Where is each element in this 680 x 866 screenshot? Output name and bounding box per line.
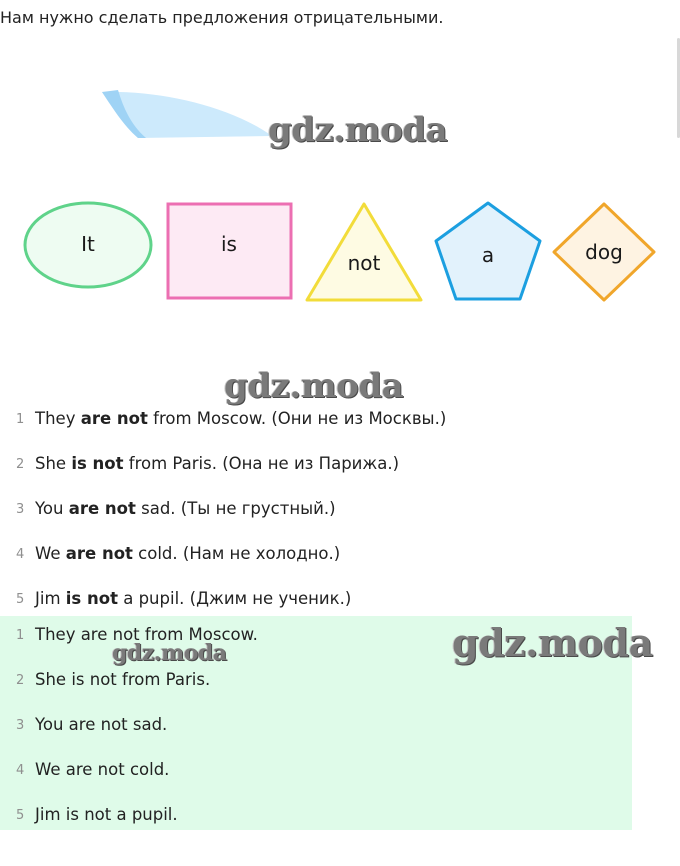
list-item: 4 We are not cold. (Нам не холодно.)	[16, 544, 341, 563]
intro-text: Нам нужно сделать предложения отрицательными.	[0, 8, 444, 27]
shape-triangle	[307, 204, 421, 300]
watermark: gdz.moda	[112, 640, 227, 666]
watermark: gdz.moda	[224, 366, 404, 406]
item-number: 3	[16, 718, 25, 733]
item-number: 5	[16, 592, 25, 607]
list-item: 5 Jim is not a pupil. (Джим не ученик.)	[16, 589, 352, 608]
shape-diamond	[554, 204, 654, 300]
shape-word-not: not	[347, 251, 381, 275]
shape-word-it: It	[81, 232, 95, 256]
item-number: 4	[16, 547, 25, 562]
shape-rectangle	[168, 204, 291, 298]
item-number: 5	[16, 808, 25, 823]
item-text: You are not sad.	[35, 715, 168, 734]
shape-word-is: is	[221, 232, 237, 256]
item-text: They are not from Moscow.	[35, 625, 258, 644]
list-item	[0, 800, 632, 845]
shape-word-a: a	[481, 243, 495, 267]
list-item	[0, 710, 632, 755]
item-number: 1	[16, 412, 25, 427]
item-number: 4	[16, 763, 25, 778]
item-number: 2	[16, 457, 25, 472]
answers-list	[0, 404, 632, 629]
item-text: Jim is not a pupil.	[35, 805, 178, 824]
item-number: 3	[16, 502, 25, 517]
shape-pentagon	[436, 203, 540, 299]
shape-word-dog: dog	[585, 240, 623, 264]
watermark: gdz.moda	[268, 110, 448, 150]
watermark: gdz.moda	[452, 620, 653, 665]
shape-ellipse	[25, 203, 151, 287]
list-item: 2 She is not from Paris. (Она не из Парижа.)	[16, 454, 400, 473]
list-item: 1 They are not from Moscow. (Они не из Москвы.)	[16, 409, 447, 428]
item-text: She is not from Paris.	[35, 670, 211, 689]
item-text: We are not cold.	[35, 760, 170, 779]
list-item	[0, 755, 632, 800]
list-item	[0, 665, 632, 710]
word-shapes	[0, 196, 680, 306]
item-number: 1	[16, 628, 25, 643]
decorative-swoosh	[100, 86, 280, 142]
list-item: 3 You are not sad. (Ты не грустный.)	[16, 499, 336, 518]
item-number: 2	[16, 673, 25, 688]
